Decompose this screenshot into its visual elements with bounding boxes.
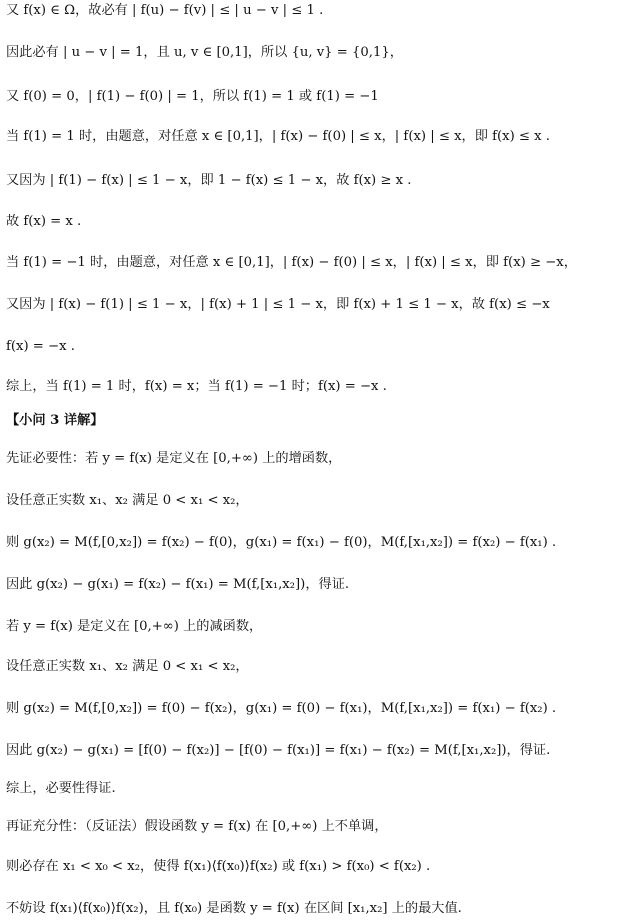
text-line: 因此 g(x₂) − g(x₁) = f(x₂) − f(x₁) = M(f,[x₁,x₂])，得证. — [6, 577, 350, 592]
text-line: 则 g(x₂) = M(f,[0,x₂]) = f(x₂) − f(0)，g(x₁) = f(x₁) − f(0)，M(f,[x₁,x₂]) = f(x₂) − f(x₁) . — [6, 535, 557, 550]
text-line: 设任意正实数 x₁、x₂ 满足 0 < x₁ < x₂， — [6, 493, 249, 508]
text-line: 设任意正实数 x₁、x₂ 满足 0 < x₁ < x₂， — [6, 659, 249, 674]
text-line: 又 f(0) = 0，| f(1) − f(0) | = 1，所以 f(1) = 1 或 f(1) = −1 — [6, 89, 379, 104]
text-line: f(x) = −x . — [6, 339, 75, 354]
text-line: 先证必要性：若 y = f(x) 是定义在 [0,+∞) 上的增函数， — [6, 451, 342, 466]
text-line: 综上，必要性得证. — [6, 781, 116, 796]
text-line: 若 y = f(x) 是定义在 [0,+∞) 上的减函数， — [6, 619, 263, 634]
text-line: 则必存在 x₁ < x₀ < x₂，使得 f(x₁)⟨f(x₀)⟩f(x₂) 或 f(x₁) > f(x₀) < f(x₂) . — [6, 859, 431, 874]
text-line: 又因为 | f(1) − f(x) | ≤ 1 − x，即 1 − f(x) ≤ 1 − x，故 f(x) ≥ x . — [6, 173, 412, 188]
text-line: 又 f(x) ∈ Ω，故必有 | f(u) − f(v) | ≤ | u − v | ≤ 1 . — [6, 3, 324, 18]
text-line: 又因为 | f(x) − f(1) | ≤ 1 − x，| f(x) + 1 | ≤ 1 − x，即 f(x) + 1 ≤ 1 − x，故 f(x) ≤ −x — [6, 297, 550, 312]
text-line: 故 f(x) = x . — [6, 214, 82, 229]
text-line: 因此必有 | u − v | = 1，且 u, v ∈ [0,1]，所以 {u, v} = {0,1}， — [6, 45, 403, 60]
text-line: 因此 g(x₂) − g(x₁) = [f(0) − f(x₂)] − [f(0) − f(x₁)] = f(x₁) − f(x₂) = M(f,[x₁,x₂])，得证. — [6, 743, 551, 758]
text-line: 当 f(1) = −1 时，由题意，对任意 x ∈ [0,1]，| f(x) − f(0) | ≤ x，| f(x) | ≤ x，即 f(x) ≥ −x， — [6, 255, 577, 270]
section-heading: 【小问 3 详解】 — [6, 413, 104, 428]
text-line: 再证充分性：（反证法）假设函数 y = f(x) 在 [0,+∞) 上不单调， — [6, 819, 388, 834]
text-line: 综上，当 f(1) = 1 时，f(x) = x；当 f(1) = −1 时；f(x) = −x . — [6, 379, 387, 394]
text-line: 则 g(x₂) = M(f,[0,x₂]) = f(0) − f(x₂)，g(x₁) = f(0) − f(x₁)，M(f,[x₁,x₂]) = f(x₁) − f(x₂) . — [6, 701, 557, 716]
text-line: 不妨设 f(x₁)⟨f(x₀)⟩f(x₂)，且 f(x₀) 是函数 y = f(x) 在区间 [x₁,x₂] 上的最大值. — [6, 901, 462, 916]
text-line: 当 f(1) = 1 时，由题意，对任意 x ∈ [0,1]，| f(x) − f(0) | ≤ x，| f(x) | ≤ x，即 f(x) ≤ x . — [6, 129, 550, 144]
